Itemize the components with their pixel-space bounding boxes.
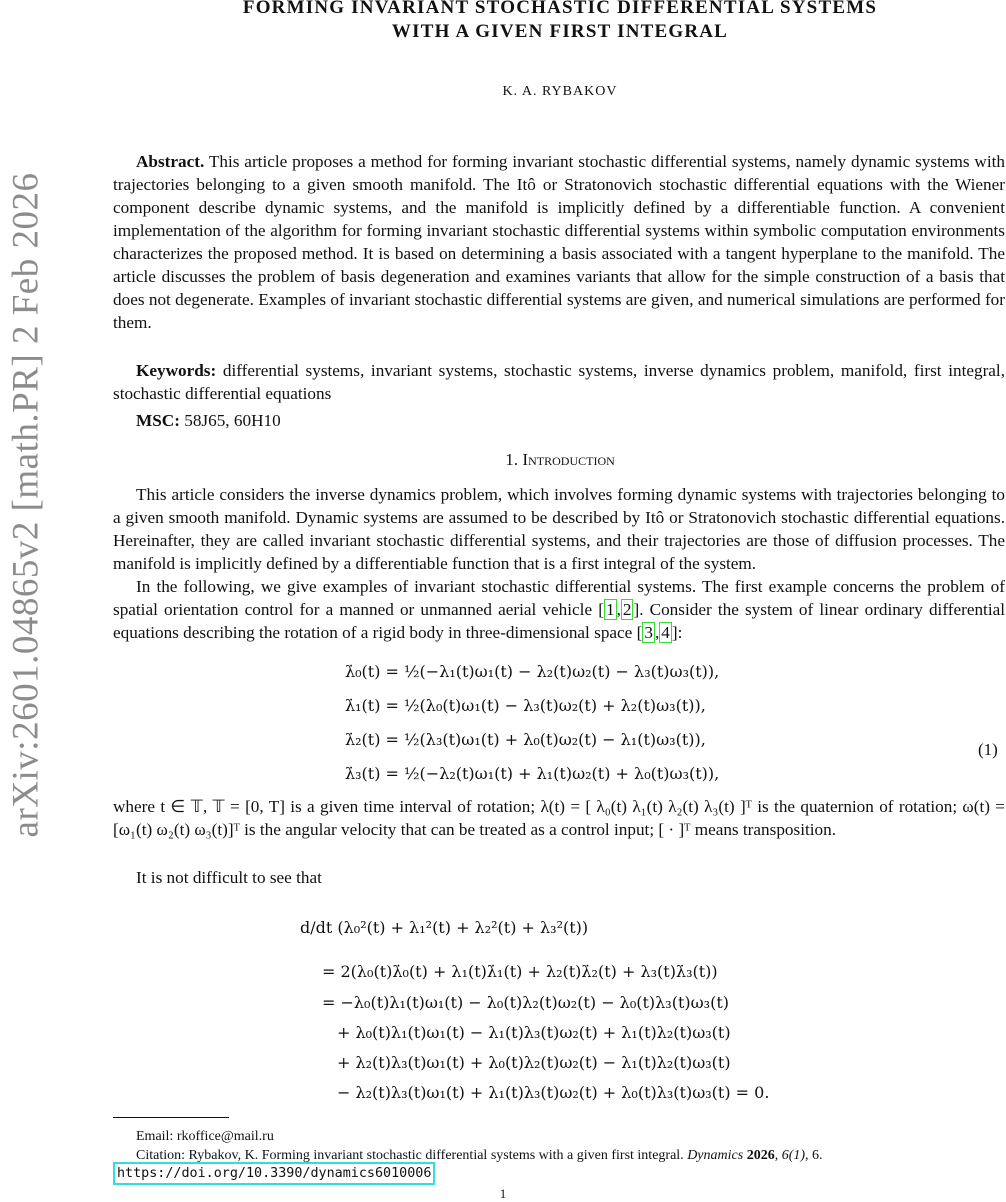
ref-separator: , [654, 623, 660, 642]
keywords-label: Keywords: [136, 361, 217, 380]
abstract-text: This article proposes a method for forming invariant stochastic differential systems, namely dynamic systems with trajectories belonging to a given smooth manifold. The Itô or Stratonovich stochastic differential equations with the Wiener component describe dynamic systems, and the manifold is implicitly defined by a differentiable function. A convenient implementation of the algorithm for forming invariant stochastic differential systems within symbolic computation environments characterizes the proposed method. It is based on determining a basis associated with a tangent hyperplane to the manifold. The article discusses the problem of basis degeneration and examines variants that allow for the simple construction of a basis that does not degenerate. Examples of invariant stochastic differential systems are given, and numerical simulations are performed for them. [113, 152, 1005, 332]
equation-number: (1) [978, 740, 998, 759]
footnote-email: Email: rkoffice@mail.ru [136, 1129, 274, 1144]
section-heading [130, 450, 990, 470]
equation-1-line-4: λ̇₃(t) = ½(−λ₂(t)ω₁(t) + λ₁(t)ω₂(t) + λ₀(t)ω₃(t)), [345, 764, 720, 783]
title-line-2: WITH A GIVEN FIRST INTEGRAL [391, 21, 729, 42]
equation-2-line-5: + λ₂(t)λ₃(t)ω₁(t) + λ₀(t)λ₂(t)ω₂(t) − λ₁(t)λ₂(t)ω₃(t) [337, 1053, 731, 1072]
paper-title [130, 0, 990, 44]
equation-1-line-1: λ̇₀(t) = ½(−λ₁(t)ω₁(t) − λ₂(t)ω₂(t) − λ₃(t)ω₃(t)), [345, 662, 720, 681]
footnote-doi-line [113, 1162, 1005, 1185]
intro-paragraph-2: In the following, we give examples of invariant stochastic differential systems. The first example concerns the problem of spatial orientation control for a manned or unmanned aerial vehicle [ 1 , 2 ]. Consider the system of linear ordinary differential equations describing the rotation of a rigid body in three-dimensional space [ 3 , 4 ]: [113, 577, 1006, 642]
msc-text: 58J65, 60H10 [184, 411, 281, 430]
intro-p2-text-2: . Consider the system of linear ordinary differential equations describing the rotation of a rigid body in three-dimensional space [113, 600, 1006, 642]
ref-separator: , [616, 600, 621, 619]
intro-paragraph-1: This article considers the inverse dynamics problem, which involves forming dynamic systems with trajectories belonging to a given smooth manifold. Dynamic systems are assumed to be described by Itô or Stratonovich stochastic differential equations. Hereinafter, they are called invariant stochastic differential systems, and their trajectories are those of diffusion processes. The manifold is implicitly defined by a differentiable function that is a first integral of the system. [113, 485, 1005, 573]
footnote-citation: Citation: Rybakov, K. Forming invariant stochastic differential systems with a given first integral. Dynamics 2026, 6(1), 6. [136, 1148, 823, 1163]
citation-pages: , 6. [805, 1148, 823, 1163]
abstract-label: Abstract. [136, 152, 205, 171]
not-difficult-text: It is not difficult to see that [136, 868, 322, 887]
reference-link-4[interactable]: 4 [661, 623, 670, 642]
keywords [113, 359, 1005, 405]
equation-1-line-3: λ̇₂(t) = ½(λ₃(t)ω₁(t) + λ₀(t)ω₂(t) − λ₁(t)ω₃(t)), [345, 730, 706, 749]
page-number: 1 [499, 1186, 507, 1201]
arxiv-id[interactable]: arXiv:2601.04865v2 [math.PR] 2 Feb 2026 [5, 172, 47, 838]
citation-volume: 6(1) [781, 1148, 806, 1163]
section-number: 1. [505, 450, 519, 469]
citation-journal: Dynamics [687, 1148, 744, 1163]
intro-p2-text-1: In the following, we give examples of invariant stochastic differential systems. The first example concerns the problem of spatial orientation control for a manned or unmanned aerial vehicle [113, 577, 1005, 619]
equation-2-line-2: = 2(λ₀(t)λ̇₀(t) + λ₁(t)λ̇₁(t) + λ₂(t)λ̇₂(t) + λ₃(t)λ̇₃(t)) [322, 962, 718, 981]
intro-p2-text-3: : [677, 623, 683, 642]
footnote-rule [113, 1117, 229, 1118]
arxiv-identifier-margin [0, 0, 48, 1200]
equation-2-line-3: = −λ₀(t)λ₁(t)ω₁(t) − λ₀(t)λ₂(t)ω₂(t) − λ₀(t)λ₃(t)ω₃(t) [322, 993, 729, 1012]
reference-link-1[interactable]: 1 [605, 600, 615, 619]
reference-link-3[interactable]: 3 [644, 623, 653, 642]
msc-label: MSC: [136, 411, 180, 430]
equation-1-line-2: λ̇₁(t) = ½(λ₀(t)ω₁(t) − λ₃(t)ω₂(t) + λ₂(t)ω₃(t)), [345, 696, 706, 715]
keywords-text: differential systems, invariant systems, stochastic systems, inverse dynamics problem, manifold, first integral, stochastic differential equations [113, 361, 1005, 403]
msc [113, 409, 1005, 432]
abstract [113, 150, 1005, 334]
equation-2-line-6: − λ₂(t)λ₃(t)ω₁(t) + λ₁(t)λ₃(t)ω₂(t) + λ₀(t)λ₃(t)ω₃(t) = 0. [337, 1083, 770, 1102]
where-paragraph: where t ∈ 𝕋, 𝕋 = [0, T] is a given time interval of rotation; λ(t) = [ λ₀(t) λ₁(t) λ₂(t) λ₃(t) ]ᵀ is the quaternion of rotation; ω(t) = [ω₁(t) ω₂(t) ω₃(t)]ᵀ is the angular velocity that can be treated as a control input; [ · ]ᵀ means transposition. [113, 797, 1005, 839]
reference-link-2[interactable]: 2 [622, 600, 632, 619]
section-title: Introduction [522, 450, 615, 469]
citation-text: Citation: Rybakov, K. Forming invariant stochastic differential systems with a given first integral. [136, 1148, 688, 1163]
equation-2-line-1: d/dt (λ₀²(t) + λ₁²(t) + λ₂²(t) + λ₃²(t)) [300, 918, 589, 937]
author-name: K. A. RYBAKOV [502, 84, 618, 99]
doi-link[interactable]: https://doi.org/10.3390/dynamics6010006 [113, 1162, 435, 1185]
equation-2-line-4: + λ₀(t)λ₁(t)ω₁(t) − λ₁(t)λ₃(t)ω₂(t) + λ₁(t)λ₂(t)ω₃(t) [337, 1023, 731, 1042]
citation-year: 2026 [746, 1148, 775, 1163]
title-line-1: FORMING INVARIANT STOCHASTIC DIFFERENTIAL SYSTEMS [242, 0, 878, 18]
